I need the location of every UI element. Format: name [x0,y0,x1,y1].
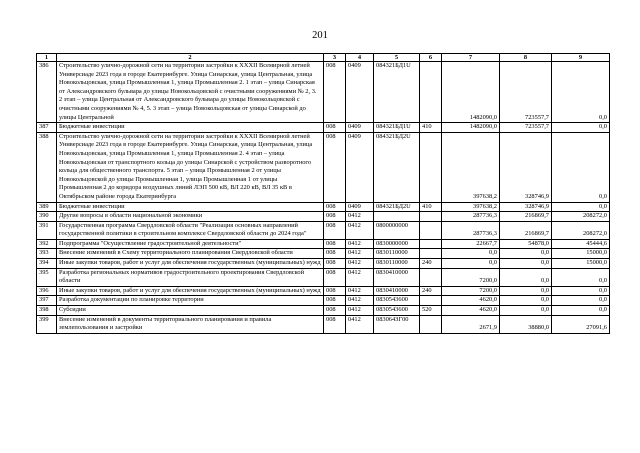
section-code: 0409 [346,202,374,212]
amount-2022: 287736,3 [442,212,500,222]
section-code: 0412 [346,221,374,239]
amount-2022: 0,0 [442,259,500,269]
amount-2024: 0,0 [552,123,610,133]
column-header: 7 [442,54,500,62]
row-name: Бюджетные инвестиции [57,202,324,212]
amount-2022: 1482090,0 [442,123,500,133]
amount-2023: 723557,7 [500,62,552,123]
admin-code: 008 [324,315,346,333]
target-code: 0830410000 [374,286,420,296]
table-row [37,239,610,249]
row-name: Иные закупки товаров, работ и услуг для обеспечения государственных (муниципальных) нужд [57,259,324,269]
amount-2022: 22667,7 [442,239,500,249]
admin-code: 008 [324,296,346,306]
amount-2022: 397638,2 [442,202,500,212]
target-code: 0830543600 [374,296,420,306]
row-number: 387 [37,123,57,133]
amount-2023: 0,0 [500,306,552,316]
expense-type-code [420,239,442,249]
section-code: 0412 [346,315,374,333]
column-header: 3 [324,54,346,62]
row-number: 392 [37,239,57,249]
row-name: Бюджетные инвестиции [57,123,324,133]
amount-2024: 208272,0 [552,212,610,222]
target-code: 0830110000 [374,249,420,259]
section-code: 0412 [346,296,374,306]
target-code: 084321БД1U [374,62,420,123]
amount-2024: 0,0 [552,296,610,306]
row-name: Иные закупки товаров, работ и услуг для обеспечения государственных (муниципальных) нужд [57,286,324,296]
amount-2023: 0,0 [500,259,552,269]
admin-code: 008 [324,286,346,296]
amount-2022: 397638,2 [442,132,500,202]
row-number: 388 [37,132,57,202]
row-number: 386 [37,62,57,123]
amount-2023: 0,0 [500,268,552,286]
target-code: 084321БД1U [374,123,420,133]
table-row [37,306,610,316]
row-name: Другие вопросы в области национальной экономики [57,212,324,222]
admin-code: 008 [324,62,346,123]
section-code: 0412 [346,286,374,296]
target-code: 084321БД2U [374,132,420,202]
table-row [37,315,610,333]
target-code: 0830110000 [374,259,420,269]
row-number: 398 [37,306,57,316]
row-name: Внесение изменений в Схему территориального планирования Свердловской области [57,249,324,259]
amount-2023: 328746,9 [500,132,552,202]
column-header: 2 [57,54,324,62]
section-code: 0412 [346,239,374,249]
expense-type-code [420,268,442,286]
row-name: Строительство улично-дорожной сети на территории застройки к XXXII Всемирной летней Универсиаде 2023 года в городе Екатеринбурге. Улица Синарская, улица Центральная, улица Новокольцовская, улица Промышленная 1, улица Промышленная 2. 1 этап – улица Синарская от Александровского бульвара до улицы Новокольцовской с очистными сооружениями № 2, 3. 2 этап – улица Центральная от Александровского бульвара до улицы Новокольцовской с очистными сооружениями № 4, 5. 3 этап – улица Новокольцовская от улицы Синарской до улицы Центральной [57,62,324,123]
table-row [37,202,610,212]
amount-2023: 0,0 [500,296,552,306]
amount-2024: 0,0 [552,202,610,212]
expense-type-code [420,62,442,123]
section-code: 0409 [346,62,374,123]
table-row [37,123,610,133]
expense-type-code [420,221,442,239]
admin-code: 008 [324,239,346,249]
budget-table [36,53,610,334]
row-number: 391 [37,221,57,239]
table-row [37,221,610,239]
row-number: 396 [37,286,57,296]
row-name: Строительство улично-дорожной сети на территории застройки к XXXII Всемирной летней Универсиаде 2023 года в городе Екатеринбурге. Улица Синарская, улица Центральная, улица Новокольцовская, улица Промышленная 1, улица Промышленная 2. 4 этап – улица Новокольцовская от транспортного кольца до улицы Синарской с устройством разворотного кольца для общественного транспорта. 5 этап – улица Промышленная 2 от улицы Новокольцовской до улицы Промышленная 1, улица Промышленная 1 от улицы Промышленная 2 до коридора воздушных линий ЛЭП 500 кВ, ВЛ 220 кВ, ВЛ 35 кВ в Октябрьском районе города Екатеринбурга [57,132,324,202]
admin-code: 008 [324,123,346,133]
amount-2023: 0,0 [500,286,552,296]
section-code: 0409 [346,123,374,133]
column-header: 4 [346,54,374,62]
amount-2023: 38880,0 [500,315,552,333]
column-header: 8 [500,54,552,62]
admin-code: 008 [324,259,346,269]
row-number: 390 [37,212,57,222]
page-number: 201 [312,30,328,41]
amount-2024: 15000,0 [552,259,610,269]
amount-2023: 723557,7 [500,123,552,133]
amount-2022: 287736,3 [442,221,500,239]
row-name: Подпрограмма "Осуществление градостроительной деятельности" [57,239,324,249]
amount-2024: 0,0 [552,132,610,202]
admin-code: 008 [324,249,346,259]
amount-2022: 4620,0 [442,296,500,306]
table-row [37,62,610,123]
amount-2024: 0,0 [552,268,610,286]
amount-2022: 4620,0 [442,306,500,316]
amount-2023: 0,0 [500,249,552,259]
table-row [37,268,610,286]
row-number: 389 [37,202,57,212]
admin-code: 008 [324,221,346,239]
column-header: 5 [374,54,420,62]
row-number: 395 [37,268,57,286]
expense-type-code: 240 [420,259,442,269]
expense-type-code [420,212,442,222]
amount-2024: 0,0 [552,286,610,296]
amount-2023: 54878,0 [500,239,552,249]
amount-2022: 2671,9 [442,315,500,333]
amount-2022: 1482090,0 [442,62,500,123]
expense-type-code [420,315,442,333]
row-number: 393 [37,249,57,259]
amount-2023: 216869,7 [500,212,552,222]
amount-2024: 27091,6 [552,315,610,333]
amount-2024: 0,0 [552,62,610,123]
amount-2024: 0,0 [552,306,610,316]
table-row [37,132,610,202]
table-row [37,212,610,222]
target-code [374,212,420,222]
row-number: 394 [37,259,57,269]
section-code: 0412 [346,249,374,259]
row-name: Субсидии [57,306,324,316]
row-number: 399 [37,315,57,333]
row-name: Государственная программа Свердловской области "Реализация основных направлений государственной политики в строительном комплексе Свердловской области до 2024 года" [57,221,324,239]
target-code: 0830000000 [374,239,420,249]
table-row [37,249,610,259]
row-number: 397 [37,296,57,306]
section-code: 0412 [346,306,374,316]
target-code: 084321БД2U [374,202,420,212]
target-code: 083064ЗГ00 [374,315,420,333]
amount-2022: 7200,0 [442,286,500,296]
admin-code: 008 [324,132,346,202]
section-code: 0412 [346,212,374,222]
expense-type-code: 520 [420,306,442,316]
amount-2024: 45444,6 [552,239,610,249]
amount-2024: 208272,0 [552,221,610,239]
row-name: Разработка документации по планировке территории [57,296,324,306]
amount-2023: 216869,7 [500,221,552,239]
expense-type-code: 410 [420,202,442,212]
table-header-row [37,54,610,62]
expense-type-code [420,249,442,259]
admin-code: 008 [324,202,346,212]
row-name: Внесение изменений в документы территориального планирования и правила землепользования и застройки [57,315,324,333]
section-code: 0412 [346,259,374,269]
target-code: 0830410000 [374,268,420,286]
admin-code: 008 [324,268,346,286]
table-row [37,259,610,269]
expense-type-code [420,132,442,202]
column-header: 1 [37,54,57,62]
section-code: 0412 [346,268,374,286]
expense-type-code: 240 [420,286,442,296]
table-row [37,296,610,306]
admin-code: 008 [324,306,346,316]
column-header: 9 [552,54,610,62]
expense-type-code [420,296,442,306]
target-code: 0830543600 [374,306,420,316]
target-code: 0800000000 [374,221,420,239]
row-name: Разработка региональных нормативов градостроительного проектирования Свердловской области [57,268,324,286]
table-row [37,286,610,296]
expense-type-code: 410 [420,123,442,133]
amount-2022: 0,0 [442,249,500,259]
admin-code: 008 [324,212,346,222]
amount-2024: 15000,0 [552,249,610,259]
column-header: 6 [420,54,442,62]
amount-2023: 328746,9 [500,202,552,212]
section-code: 0409 [346,132,374,202]
amount-2022: 7200,0 [442,268,500,286]
